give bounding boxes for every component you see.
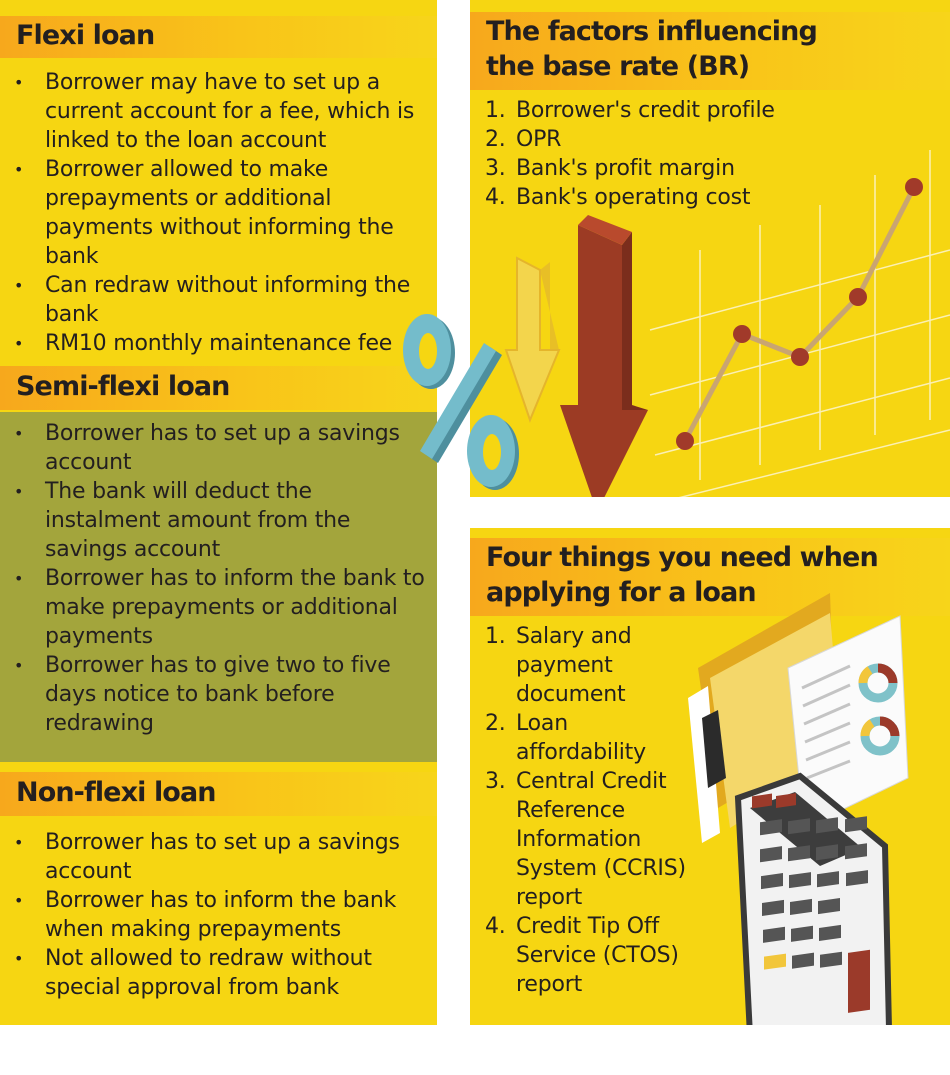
list-item: • Can redraw without informing the bank: [14, 271, 436, 329]
list-item: • Borrower has to inform the bank when making prepayments: [14, 886, 436, 944]
list-item: • Not allowed to redraw without special approval from bank: [14, 944, 436, 1002]
non-flexi-loan-title: Non-flexi loan: [0, 772, 437, 816]
non-flexi-loan-list: [14, 828, 436, 1002]
list-item: 2. Loan affordability: [485, 711, 646, 765]
semi-flexi-loan-panel: [0, 360, 437, 762]
list-item: 4. Bank's operating cost: [485, 185, 751, 210]
list-item: • Borrower has to set up a savings account: [14, 828, 436, 886]
percent-icon: [398, 305, 538, 505]
loan-requirements-panel: [470, 528, 950, 1025]
loan-requirements-title: Four things you need when applying for a loan: [470, 538, 950, 616]
list-item: 4. Credit Tip Off Service (CTOS) report: [485, 914, 679, 997]
list-item: 1. Salary and payment document: [485, 624, 632, 707]
list-item: 2. OPR: [485, 127, 562, 152]
semi-flexi-loan-list: [14, 419, 436, 738]
list-item: 3. Bank's profit margin: [485, 156, 735, 181]
list-item: • Borrower has to give two to five days notice to bank before redrawing: [14, 651, 436, 738]
base-rate-factors-panel: [470, 0, 950, 497]
base-rate-factors-title: The factors influencing the base rate (BR): [470, 12, 950, 90]
semi-flexi-loan-title: Semi-flexi loan: [0, 366, 437, 410]
list-item: • Borrower may have to set up a current account for a fee, which is linked to the loan account: [14, 68, 436, 155]
base-rate-factors-list: [485, 96, 785, 212]
loan-requirements-list: [485, 622, 685, 999]
line-graph-icon: [470, 0, 950, 497]
flexi-loan-panel: [0, 0, 437, 360]
list-item: 1. Borrower's credit profile: [485, 98, 775, 123]
list-item: • Borrower has to inform the bank to make prepayments or additional payments: [14, 564, 436, 651]
flexi-loan-title: Flexi loan: [0, 16, 437, 58]
list-item: 3. Central Credit Reference Information System (CCRIS) report: [485, 769, 686, 910]
list-item: • RM10 monthly maintenance fee: [14, 329, 436, 358]
calculator-icon: [738, 776, 890, 1025]
list-item: • Borrower allowed to make prepayments or additional payments without informing the bank: [14, 155, 436, 271]
flexi-loan-list: [14, 68, 436, 358]
list-item: • Borrower has to set up a savings account: [14, 419, 436, 477]
non-flexi-loan-panel: [0, 762, 437, 1025]
list-item: • The bank will deduct the instalment amount from the savings account: [14, 477, 436, 564]
